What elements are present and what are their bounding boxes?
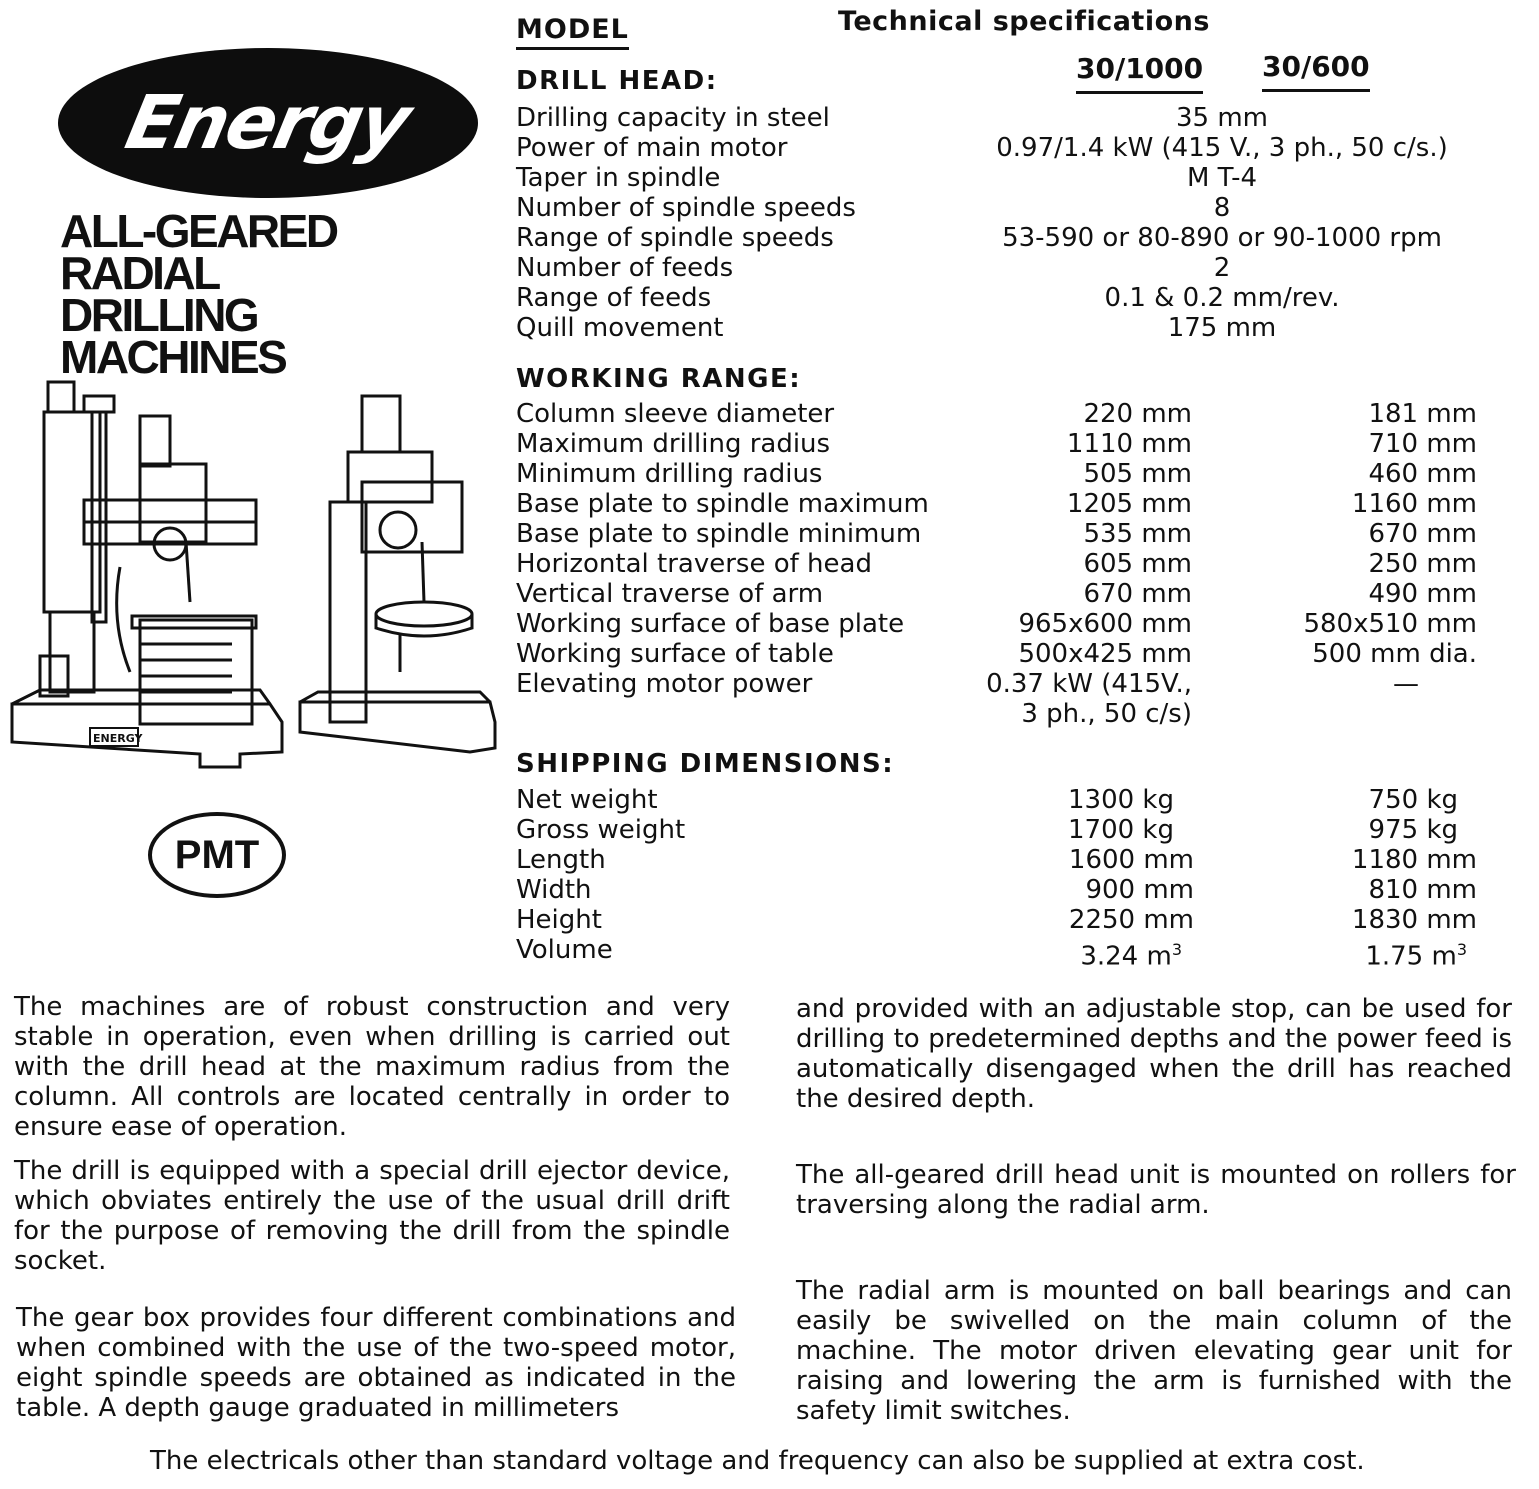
- spec-value-30-600: 750 kg: [1368, 785, 1458, 815]
- spec-label: Horizontal traverse of head: [516, 549, 872, 579]
- spec-label: Gross weight: [516, 815, 686, 845]
- spec-value-30-600: 580x510 mm: [1303, 609, 1477, 639]
- illustration-label: ENERGY: [93, 732, 143, 745]
- volume-exponent: 3: [1456, 940, 1467, 959]
- spec-value-30-1000: 605 mm: [1083, 549, 1192, 579]
- spec-value-30-1000: 1300 kg: [1068, 785, 1174, 815]
- spec-label: Vertical traverse of arm: [516, 579, 824, 609]
- spec-label: Number of feeds: [516, 253, 734, 283]
- spec-value: 53-590 or 80-890 or 90-1000 rpm: [1002, 223, 1442, 253]
- volume-exponent: 3: [1171, 940, 1182, 959]
- spec-value-30-1000: 1110 mm: [1066, 429, 1192, 459]
- model-heading: MODEL: [516, 14, 629, 50]
- body-paragraph-4: and provided with an adjustable stop, can be used for drilling to predetermined depths and the power feed is automatically disengaged when the drill has reached the desired depth.: [796, 994, 1512, 1114]
- model-30-1000-header: 30/1000: [1076, 52, 1203, 94]
- spec-value: 0.1 & 0.2 mm/rev.: [1104, 283, 1340, 313]
- volume-value: 3.24 m: [1080, 941, 1172, 972]
- body-paragraph-5: The all-geared drill head unit is mounted on rollers for traversing along the radial arm.: [796, 1160, 1516, 1220]
- spec-value-30-600: 975 kg: [1368, 815, 1458, 845]
- spec-value-30-1000: 505 mm: [1083, 459, 1192, 489]
- spec-label: Column sleeve diameter: [516, 399, 835, 429]
- spec-label: Maximum drilling radius: [516, 429, 831, 459]
- spec-value-30-1000-cont: 3 ph., 50 c/s): [1021, 699, 1192, 729]
- spec-value-30-1000: 500x425 mm: [1018, 639, 1192, 669]
- drill-head-heading: DRILL HEAD:: [516, 66, 718, 96]
- spec-label: Base plate to spindle maximum: [516, 489, 929, 519]
- spec-value-30-1000: [872, 935, 1182, 972]
- spec-label: Quill movement: [516, 313, 724, 343]
- tech-specs-title: Technical specifications: [838, 6, 1210, 37]
- spec-label: Range of spindle speeds: [516, 223, 834, 253]
- spec-value-30-1000: 0.37 kW (415V.,: [986, 669, 1192, 699]
- spec-value-30-600: 1180 mm: [1351, 845, 1477, 875]
- spec-value-30-600: 490 mm: [1368, 579, 1477, 609]
- spec-value-30-600: 250 mm: [1368, 549, 1477, 579]
- volume-value: 1.75 m: [1365, 941, 1457, 972]
- logo-text: Energy: [119, 80, 417, 166]
- spec-value-30-1000: 535 mm: [1083, 519, 1192, 549]
- body-paragraph-1: The machines are of robust construction and very stable in operation, even when drilling is carried out with the drill head at the maximum radius from the column. All controls are located centrally in order to ensure ease of operation.: [14, 992, 730, 1142]
- spec-value: 175 mm: [1167, 313, 1277, 343]
- body-paragraph-6: The radial arm is mounted on ball bearings and can easily be swivelled on the main column of the machine. The motor driven elevating gear unit for raising and lowering the arm is furnished with the safety limit switches.: [796, 1276, 1512, 1426]
- spec-value: M T-4: [1186, 163, 1258, 193]
- spec-label: Working surface of base plate: [516, 609, 905, 639]
- spec-label: Height: [516, 905, 602, 935]
- spec-label: Working surface of table: [516, 639, 834, 669]
- spec-value-30-600: 181 mm: [1368, 399, 1477, 429]
- spec-value-30-600: 670 mm: [1368, 519, 1477, 549]
- spec-value-30-1000: 1205 mm: [1066, 489, 1192, 519]
- working-range-heading: WORKING RANGE:: [516, 364, 802, 394]
- spec-label: Number of spindle speeds: [516, 193, 856, 223]
- spec-value-30-1000: 900 mm: [1085, 875, 1194, 905]
- spec-value-30-600: 460 mm: [1368, 459, 1477, 489]
- spec-label: Width: [516, 875, 592, 905]
- spec-value-30-1000: 965x600 mm: [1018, 609, 1192, 639]
- spec-value-30-600: 710 mm: [1368, 429, 1477, 459]
- model-30-600-header: 30/600: [1262, 50, 1370, 92]
- spec-value: 0.97/1.4 kW (415 V., 3 ph., 50 c/s.): [996, 133, 1448, 163]
- spec-value-30-1000: 220 mm: [1083, 399, 1192, 429]
- drilling-machines-illustration: [0, 372, 505, 792]
- shipping-heading: SHIPPING DIMENSIONS:: [516, 749, 895, 779]
- spec-value-30-1000: 1700 kg: [1068, 815, 1174, 845]
- spec-value-30-1000: 670 mm: [1083, 579, 1192, 609]
- headline-line-1: ALL-GEARED: [60, 205, 337, 257]
- spec-value-30-600: 1830 mm: [1351, 905, 1477, 935]
- product-headline: [60, 205, 480, 383]
- spec-value-30-1000: 2250 mm: [1068, 905, 1194, 935]
- spec-label: Net weight: [516, 785, 658, 815]
- spec-label: Base plate to spindle minimum: [516, 519, 922, 549]
- spec-value-30-600: 500 mm dia.: [1312, 639, 1477, 669]
- headline-line-3: DRILLING MACHINES: [60, 289, 286, 383]
- spec-value-30-600: 810 mm: [1368, 875, 1477, 905]
- footer-note: The electricals other than standard voltage and frequency can also be supplied at extra cost.: [150, 1446, 1365, 1476]
- spec-value: 35 mm: [1175, 103, 1268, 133]
- spec-label: Minimum drilling radius: [516, 459, 823, 489]
- spec-value: 8: [1213, 193, 1231, 223]
- spec-label: Drilling capacity in steel: [516, 103, 830, 133]
- body-paragraph-3: The gear box provides four different combinations and when combined with the use of the two-speed motor, eight spindle speeds are obtained as indicated in the table. A depth gauge graduated in millimeters: [16, 1303, 736, 1423]
- spec-label: Length: [516, 845, 606, 875]
- spec-label: Taper in spindle: [516, 163, 721, 193]
- spec-value-30-600: [1177, 935, 1467, 972]
- spec-value: 2: [1213, 253, 1231, 283]
- spec-label: Range of feeds: [516, 283, 712, 313]
- energy-logo: [58, 48, 478, 198]
- pmt-text: PMT: [174, 832, 260, 877]
- spec-label: Power of main motor: [516, 133, 788, 163]
- pmt-badge: [148, 812, 286, 898]
- body-paragraph-2: The drill is equipped with a special drill ejector device, which obviates entirely the use of the usual drill drift for the purpose of removing the drill from the spindle socket.: [14, 1156, 730, 1276]
- spec-value-30-1000: 1600 mm: [1068, 845, 1194, 875]
- headline-line-2: RADIAL: [60, 247, 219, 299]
- spec-value-30-600: 1160 mm: [1351, 489, 1477, 519]
- spec-label: Elevating motor power: [516, 669, 813, 699]
- spec-label: Volume: [516, 935, 613, 965]
- spec-value-30-600: —: [1393, 669, 1419, 699]
